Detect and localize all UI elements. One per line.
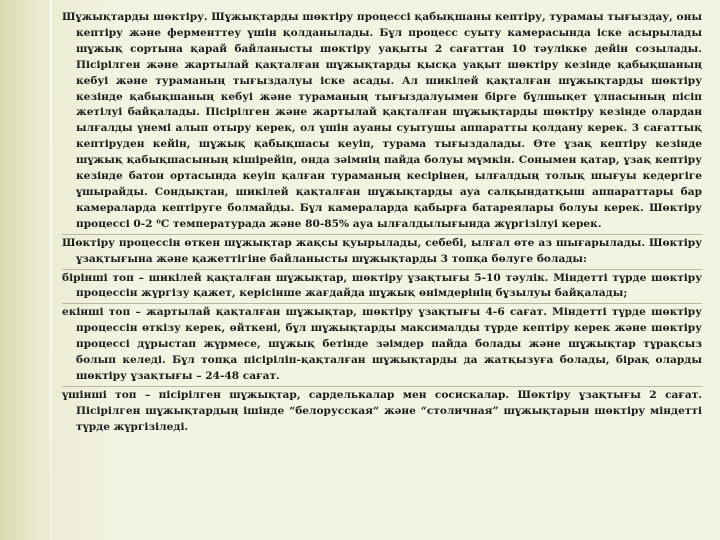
left-margin-line <box>50 0 52 540</box>
paragraph-groups-intro: Шөктіру процессін өткен шұжықтар жақсы қуырылады, себебі, ылғал өте аз шығарылады. Шөктіру ұзақтығына және қажеттігіне байланысты шұжықтарды 3 топқа бөлуге болады: <box>62 234 702 268</box>
document-body <box>62 10 702 437</box>
paragraph-intro: Шұжықтарды шөктіру. Шұжықтарды шөктіру процессі қабықшаны кептіру, турамаы тығыздау, оны кептіру және ферменттеу үшін қолданылады. Бұл процесс суыту камерасында іске асырылады шұжық сортына қарай байланысты шөктіру уақыты 2 сағаттан 10 тәулікке дейін созылады. Пісірілген және жартылай қақталған шұжықтарды қысқа уақыт шөктіру кезінде қабықшаның кебуі және тураманың тығыздалуы іске асады. Ал шикілей қақталған шұжықтарды шөктіру кезінде қабықшаның кебуі және тураманың тығыздалуымен бірге бұлшықет ұлпасының пісіп жетілуі байқалады. Пісірілген және жартылай қақталған шұжықтарды шөктіру кезінде олардан ылғалды үнемі алып отыру керек, ол үшін ауаны суытушы аппаратты қолдану керек. 3 сағаттық кептіруден кейін, шұжық қабықшасы кеуіп, турама тығыздалады. Өте ұзақ кептіру кезінде шұжық қабықшасының кішірейіп, онда зәімнің пайда болуы мүмкін. Сонымен қатар, ұзақ кептіру кезінде батон ортасында кеуіп қалған тураманың кесірінен, ылғалдың толық шығуы кедергіге ұшырайды. Сондықтан, шикілей қақталған шұжықтарды ауа салқындатқыш аппараттары бар камераларда кептіруге болмайды. Бұл камераларда қабырға батареялары болуы керек. Шөктіру процессі 0-2 ⁰С температурада және 80-85% ауа ылғалдылығында жүргізілуі керек. <box>62 11 702 230</box>
paragraph-group-3: үшінші топ – пісірілген шұжықтар, сарделькалар мен сосискалар. Шөктіру ұзақтығы 2 сағат. Пісірілген шұжықтардың ішінде “белорусская“ және “столичная” шұжықтарын шөктіру міндетті түрде жүргізіледі. <box>62 386 702 436</box>
paragraph-group-2: екінші топ – жартылай қақталған шұжықтар, шөктіру ұзақтығы 4-6 сағат. Міндетті түрде шөктіру процессін өткізу керек, өйткені, бұл шұжықтарды максималды түрде кептіру керек және шөктіру процессі дұрыстап жүрмесе, шұжық бетінде зәімдер пайда болады және шұжықтар тұрақсыз болып келеді. Бұл топқа пісіріліп-қақталған шұжықтарды да жатқызуға болады, бірақ оларды шөктіру ұзақтығы – 24-48 сағат. <box>62 303 702 385</box>
paragraph-group-1: бірінші топ – шикілей қақталған шұжықтар, шөктіру ұзақтығы 5-10 тәулік. Міндетті түрде шөктіру процессін жүргізу қажет, керісінше жағдайда шұжық өнімдерінің бұзылуы байқалады; <box>62 269 702 303</box>
